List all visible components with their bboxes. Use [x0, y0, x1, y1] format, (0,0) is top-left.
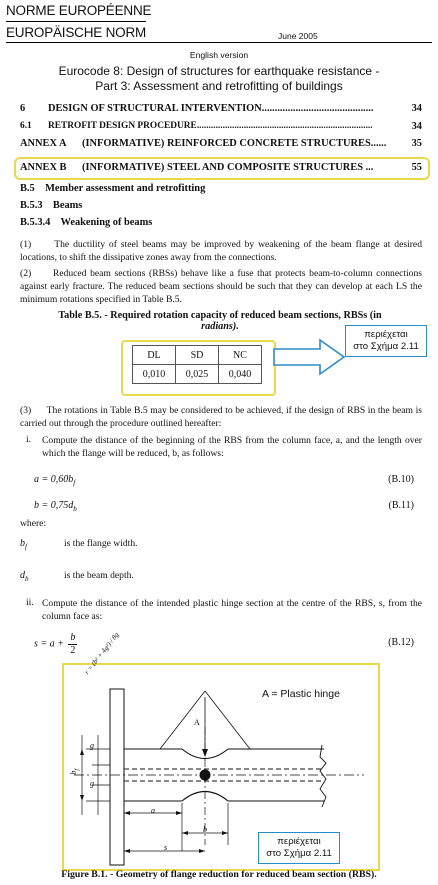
callout-arrow-icon	[272, 336, 352, 378]
figure-caption: Figure B.1. - Geometry of flange reduction for reduced beam section (RBS).	[61, 869, 377, 880]
dim-a-label: a	[151, 806, 155, 815]
plastic-hinge-label: A = Plastic hinge	[262, 688, 340, 700]
equation-b11-number: (B.11)	[388, 500, 414, 511]
toc-entry-annex-a: ANNEX A (INFORMATIVE) REINFORCED CONCRETE STRUCTURES...... 35	[20, 138, 422, 149]
equation-b11: $b = 0,75d_b$	[34, 500, 77, 513]
header-rule-2	[6, 42, 432, 43]
dim-b-label: b	[203, 825, 207, 834]
equation-b12-number: (B.12)	[388, 637, 414, 648]
definition-db: is the beam depth.	[64, 570, 134, 581]
equation-b12: s = a + $\frac{b}{2}$	[34, 632, 76, 656]
item-i-text: Compute the distance of the beginning of the RBS from the column face, a, and the length over which the flange will be reduced, b, as follows:	[42, 435, 422, 459]
where-label: where:	[20, 518, 47, 529]
table-b5-caption: Table B.5. - Required rotation capacity of reduced beam sections, RBSs (in radians).	[58, 310, 382, 332]
g-label-bottom: g	[90, 779, 94, 788]
document-title-2: Part 3: Assessment and retrofitting of buildings	[95, 79, 343, 93]
hinge-marker-a: A	[194, 718, 200, 727]
definition-bf: is the flange width.	[64, 538, 138, 549]
item-ii-text: Compute the distance of the intended plastic hinge section at the centre of the RBS, s, from the column face as:	[42, 598, 422, 622]
section-b5-3-4: B.5.3.4 Weakening of beams	[20, 217, 153, 228]
equation-b10-number: (B.10)	[388, 474, 414, 485]
section-b5: B.5 Member assessment and retrofitting	[20, 183, 206, 194]
item-ii-number: ii.	[26, 597, 34, 608]
table-value-nc: 0,040	[219, 365, 262, 384]
table-value-sd: 0,025	[176, 365, 219, 384]
symbol-db: $d_b$	[20, 570, 29, 583]
header-rule-1	[6, 21, 146, 22]
paragraph-1: (1) The ductility of steel beams may be improved by weakening of the beam flange at desired locations, to shift the dissipative zones away from the connections.	[20, 239, 425, 263]
note-box-figure: περιέχεται στο Σχήμα 2.11	[258, 832, 340, 864]
radius-formula: r = (b² + 4g²) / 8g	[83, 630, 121, 676]
note-box-table: περιέχεται στο Σχήμα 2.11	[345, 325, 427, 357]
table-header-dl: DL	[133, 346, 176, 365]
toc-entry-6: 6 DESIGN OF STRUCTURAL INTERVENTION........................................... 34	[20, 103, 422, 114]
toc-entry-6-1: 6.1 RETROFIT DESIGN PROCEDURE........................................................................... 34	[20, 121, 422, 131]
norm-title-fr: NORME EUROPÉENNE	[6, 3, 152, 18]
paragraph-2: (2) Reduced beam sections (RBSs) behave like a fuse that protects beam-to-column connections against early fracture. The reduced beam sections should be such that they can develop at each LS the minimum rotations specified in Table B.5.	[20, 268, 425, 305]
norm-title-de: EUROPÄISCHE NORM	[6, 25, 147, 40]
table-header-sd: SD	[176, 346, 219, 365]
rotation-table	[132, 345, 262, 384]
equation-b10: $a = 0,60b_f$	[34, 474, 76, 487]
item-i-number: i.	[26, 434, 32, 445]
paragraph-3: (3) The rotations in Table B.5 may be considered to be achieved, if the design of RBS in the beam is carried out through the procedure outlined hereafter:	[20, 405, 425, 429]
symbol-bf: $b_f$	[20, 538, 27, 551]
g-label-top: g	[90, 741, 94, 750]
dim-s-label: s	[164, 843, 168, 852]
bf-label: $b_f$	[69, 768, 81, 775]
table-header-nc: NC	[219, 346, 262, 365]
toc-entry-annex-b: ANNEX B (INFORMATIVE) STEEL AND COMPOSITE STRUCTURES ... 55	[20, 162, 422, 173]
document-title-1: Eurocode 8: Design of structures for earthquake resistance -	[58, 64, 380, 78]
section-b5-3: B.5.3 Beams	[20, 200, 83, 211]
publication-date: June 2005	[278, 31, 318, 41]
table-value-dl: 0,010	[133, 365, 176, 384]
version-label: English version	[189, 50, 249, 60]
